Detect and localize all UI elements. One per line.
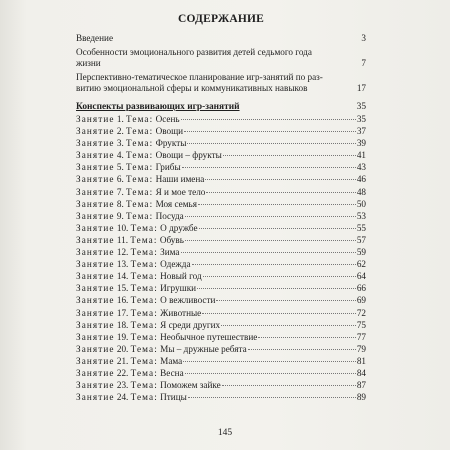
toc-entry bbox=[76, 379, 366, 391]
toc-entry-topic: Я и мое тело bbox=[155, 186, 206, 197]
toc-entry-leader bbox=[185, 216, 356, 217]
toc-entry-word: Занятие bbox=[76, 380, 115, 391]
toc-entry-page: 43 bbox=[356, 162, 366, 173]
toc-entry-topic: Осень bbox=[155, 114, 180, 124]
toc-entry-word: Занятие bbox=[76, 234, 115, 245]
toc-entry-topic: О дружбе bbox=[160, 222, 198, 233]
toc-entry-number: 16. bbox=[116, 295, 129, 306]
toc-entry-separator: Тема: bbox=[130, 380, 158, 391]
toc-intro-row bbox=[76, 33, 366, 44]
toc-entry-topic: Игрушки bbox=[160, 283, 197, 294]
toc-entry-page: 41 bbox=[356, 150, 366, 161]
toc-entry-word: Занятие bbox=[76, 355, 115, 366]
toc-intro-row bbox=[76, 58, 366, 69]
toc-entry-topic: Поможем зайке bbox=[160, 380, 221, 391]
toc-entry bbox=[76, 258, 366, 270]
toc-entry-page: 53 bbox=[356, 210, 366, 221]
toc-entry bbox=[76, 125, 366, 137]
toc-entry-page: 75 bbox=[356, 319, 366, 330]
toc-entry bbox=[76, 282, 366, 294]
toc-entry bbox=[76, 270, 366, 282]
toc-entry-leader bbox=[181, 119, 356, 120]
toc-entry-leader bbox=[184, 131, 356, 132]
toc-entry-leader bbox=[192, 264, 356, 265]
toc-entry-number: 18. bbox=[116, 319, 129, 330]
toc-entry-topic: Моя семья bbox=[155, 198, 197, 209]
toc-entry-word: Занятие bbox=[76, 307, 115, 318]
toc-intro-page: 17 bbox=[356, 83, 366, 93]
toc-entry bbox=[76, 367, 366, 379]
toc-entry-leader bbox=[188, 397, 356, 398]
toc-entry-topic: Наши имена bbox=[155, 174, 205, 185]
toc-entry-separator: Тема: bbox=[130, 271, 158, 282]
toc-entry-leader bbox=[181, 252, 356, 253]
page-title: СОДЕРЖАНИЕ bbox=[177, 13, 265, 25]
toc-entry-word: Занятие bbox=[76, 114, 115, 124]
toc-entry-number: 20. bbox=[116, 343, 129, 354]
toc-entry-leader bbox=[258, 337, 355, 338]
toc-entry-word: Занятие bbox=[76, 295, 115, 306]
toc-entry-leader bbox=[198, 204, 356, 205]
toc-entry bbox=[76, 307, 366, 319]
toc-entry-word: Занятие bbox=[76, 162, 115, 173]
toc-entry-number: 17. bbox=[116, 307, 129, 318]
toc-entry-topic: Фрукты bbox=[155, 138, 187, 149]
toc-entry-separator: Тема: bbox=[126, 138, 154, 149]
toc-entry-page: 89 bbox=[356, 392, 366, 403]
toc-entry-page: 66 bbox=[356, 283, 366, 294]
toc-entry-page: 72 bbox=[356, 307, 366, 318]
toc-entry-word: Занятие bbox=[76, 210, 115, 221]
toc-entry-page: 55 bbox=[356, 222, 366, 233]
toc-entry-topic: Животные bbox=[160, 307, 202, 318]
toc-entry-word: Занятие bbox=[76, 367, 115, 378]
toc-entry-number: 13. bbox=[116, 259, 129, 270]
toc-entry bbox=[76, 343, 366, 355]
toc-entry-leader bbox=[197, 288, 356, 289]
toc-entry-topic: Мама bbox=[160, 355, 183, 366]
toc-entry-word: Занятие bbox=[76, 126, 115, 137]
toc-entry-number: 11. bbox=[116, 234, 128, 245]
toc-entry-leader bbox=[248, 349, 356, 350]
toc-entry-separator: Тема: bbox=[130, 343, 158, 354]
toc-entry-topic: Я среди других bbox=[160, 319, 221, 330]
toc-entry-page: 69 bbox=[356, 295, 366, 306]
toc-intro-text: жизни bbox=[76, 58, 101, 68]
toc-entry bbox=[76, 246, 366, 258]
toc-entry-page: 39 bbox=[356, 138, 366, 149]
toc-entry bbox=[76, 391, 366, 403]
toc-entry-page: 46 bbox=[356, 174, 366, 185]
toc-entry-separator: Тема: bbox=[130, 307, 158, 318]
toc-entry-separator: Тема: bbox=[126, 150, 154, 161]
toc-entry bbox=[76, 234, 366, 246]
toc-entry-number: 4. bbox=[116, 150, 124, 161]
toc-entry-number: 24. bbox=[116, 392, 129, 403]
toc-entry-topic: Обувь bbox=[159, 234, 184, 245]
toc-entry-topic: Грибы bbox=[155, 162, 181, 173]
toc-entry-number: 1. bbox=[116, 114, 124, 124]
section-heading bbox=[76, 101, 366, 113]
toc-entry bbox=[76, 210, 366, 222]
toc-entry-separator: Тема: bbox=[126, 198, 154, 209]
toc-entry-leader bbox=[223, 155, 356, 156]
toc-entry-number: 15. bbox=[116, 283, 129, 294]
toc-entry-number: 7. bbox=[116, 186, 124, 197]
toc-entry-word: Занятие bbox=[76, 392, 115, 403]
toc-intro-page: 3 bbox=[361, 33, 366, 43]
toc-entry-number: 23. bbox=[116, 380, 129, 391]
toc-intro-text: витию эмоциональной сферы и коммуникативных навыков bbox=[76, 83, 308, 93]
toc-entry-word: Занятие bbox=[76, 343, 115, 354]
toc-entry-number: 2. bbox=[116, 126, 124, 137]
toc-entry-leader bbox=[199, 228, 356, 229]
toc-intro-page: 7 bbox=[361, 58, 366, 68]
toc-entry-leader bbox=[185, 373, 356, 374]
toc-entry-leader bbox=[203, 276, 356, 277]
toc-entry-separator: Тема: bbox=[130, 283, 158, 294]
toc-entry-topic: Новый год bbox=[160, 271, 202, 282]
toc-entry-topic: Необычное путешествие bbox=[160, 331, 258, 342]
toc-entry-page: 84 bbox=[356, 367, 366, 378]
toc-entry-page: 64 bbox=[356, 271, 366, 282]
toc-list bbox=[76, 113, 366, 403]
toc-entry-word: Занятие bbox=[76, 259, 115, 270]
toc-entry-separator: Тема: bbox=[130, 234, 158, 245]
toc-entry-separator: Тема: bbox=[130, 259, 158, 270]
toc-intro-row bbox=[76, 83, 366, 94]
toc-entry-page: 57 bbox=[356, 234, 366, 245]
toc-entry bbox=[76, 355, 366, 367]
toc-entry-page: 59 bbox=[356, 247, 366, 258]
toc-entry bbox=[76, 186, 366, 198]
toc-entry-page: 35 bbox=[356, 114, 366, 124]
toc-entry-number: 10. bbox=[116, 222, 129, 233]
toc-entry-number: 6. bbox=[116, 174, 124, 185]
toc-entry-separator: Тема: bbox=[130, 295, 158, 306]
toc-entry-number: 5. bbox=[116, 162, 124, 173]
toc-intro-text: Введение bbox=[76, 33, 114, 43]
toc-entry-leader bbox=[185, 240, 356, 241]
toc-entry-leader bbox=[187, 143, 355, 144]
toc-intro-text: Особенности эмоционального развития детей седьмого года bbox=[76, 47, 312, 57]
toc-entry-leader bbox=[216, 300, 355, 301]
toc-entry-word: Занятие bbox=[76, 186, 115, 197]
toc-entry-word: Занятие bbox=[76, 283, 115, 294]
toc-entry-number: 8. bbox=[116, 198, 124, 209]
section-heading-label: Конспекты развивающих игр-занятий bbox=[76, 102, 240, 112]
toc-entry-number: 21. bbox=[116, 355, 129, 366]
toc-entry bbox=[76, 222, 366, 234]
toc-entry bbox=[76, 113, 366, 125]
toc-entry-topic: Мы – дружные ребята bbox=[160, 343, 247, 354]
toc-entry bbox=[76, 173, 366, 185]
toc-entry-page: 50 bbox=[356, 198, 366, 209]
toc-entry-separator: Тема: bbox=[126, 210, 154, 221]
toc-entry-topic: Овощи bbox=[155, 126, 184, 137]
toc-entry-page: 77 bbox=[356, 331, 366, 342]
toc-entry-topic: Птицы bbox=[160, 392, 187, 403]
toc-intro-text: Перспективно-тематическое планирование игр-занятий по раз- bbox=[76, 72, 323, 82]
toc-entry-word: Занятие bbox=[76, 198, 115, 209]
toc-entry-separator: Тема: bbox=[126, 126, 154, 137]
toc-entry-topic: Овощи – фрукты bbox=[155, 150, 222, 161]
toc-entry bbox=[76, 294, 366, 306]
toc-intro-item bbox=[76, 72, 366, 94]
toc-entry bbox=[76, 161, 366, 173]
toc-entry-leader bbox=[205, 179, 355, 180]
toc-entry-separator: Тема: bbox=[130, 367, 158, 378]
section-heading-page: 35 bbox=[356, 102, 366, 112]
toc-entry-leader bbox=[202, 313, 356, 314]
toc-entry-page: 81 bbox=[356, 355, 366, 366]
toc-entry-number: 19. bbox=[116, 331, 129, 342]
toc-entry-word: Занятие bbox=[76, 247, 115, 258]
toc-entry-page: 79 bbox=[356, 343, 366, 354]
toc-entry-leader bbox=[182, 167, 356, 168]
toc-entry-separator: Тема: bbox=[130, 319, 158, 330]
toc-entry-topic: О вежливости bbox=[160, 295, 216, 306]
toc-intro-item bbox=[76, 33, 366, 44]
toc-entry-separator: Тема: bbox=[126, 174, 154, 185]
toc-entry-separator: Тема: bbox=[130, 331, 158, 342]
toc-entry-leader bbox=[222, 385, 356, 386]
toc-entry-word: Занятие bbox=[76, 331, 115, 342]
toc-entry-leader bbox=[221, 325, 356, 326]
page-number: 145 bbox=[217, 428, 233, 438]
toc-entry-word: Занятие bbox=[76, 271, 115, 282]
toc-entry-separator: Тема: bbox=[130, 392, 158, 403]
toc-entry-separator: Тема: bbox=[130, 222, 158, 233]
toc-entry-number: 9. bbox=[116, 210, 124, 221]
toc-entry-number: 3. bbox=[116, 138, 124, 149]
toc-entry-word: Занятие bbox=[76, 174, 115, 185]
toc-entry-word: Занятие bbox=[76, 150, 115, 161]
toc-entry-topic: Весна bbox=[160, 367, 184, 378]
toc-entry bbox=[76, 331, 366, 343]
toc-entry-leader bbox=[206, 192, 355, 193]
toc-entry-separator: Тема: bbox=[126, 114, 154, 124]
toc-entry-page: 37 bbox=[356, 126, 366, 137]
toc-intro-item bbox=[76, 47, 366, 69]
toc-entry-page: 48 bbox=[356, 186, 366, 197]
toc-entry-leader bbox=[183, 361, 356, 362]
toc-entry-separator: Тема: bbox=[130, 247, 158, 258]
toc-entry bbox=[76, 319, 366, 331]
toc-entry-word: Занятие bbox=[76, 222, 115, 233]
toc-entry-separator: Тема: bbox=[126, 162, 154, 173]
toc-entry-number: 14. bbox=[116, 271, 129, 282]
toc-entry-topic: Посуда bbox=[155, 210, 184, 221]
toc-entry-page: 62 bbox=[356, 259, 366, 270]
toc-entry bbox=[76, 149, 366, 161]
toc-entry-separator: Тема: bbox=[126, 186, 154, 197]
toc-entry-word: Занятие bbox=[76, 138, 115, 149]
toc-entry bbox=[76, 137, 366, 149]
toc-entry-word: Занятие bbox=[76, 319, 115, 330]
toc-entry-separator: Тема: bbox=[130, 355, 158, 366]
toc-entry-page: 87 bbox=[356, 380, 366, 391]
toc-entry-number: 12. bbox=[116, 247, 129, 258]
toc-entry-topic: Зима bbox=[160, 247, 180, 258]
toc-entry-number: 22. bbox=[116, 367, 129, 378]
toc-entry bbox=[76, 198, 366, 210]
toc-entry-topic: Одежда bbox=[160, 259, 191, 270]
